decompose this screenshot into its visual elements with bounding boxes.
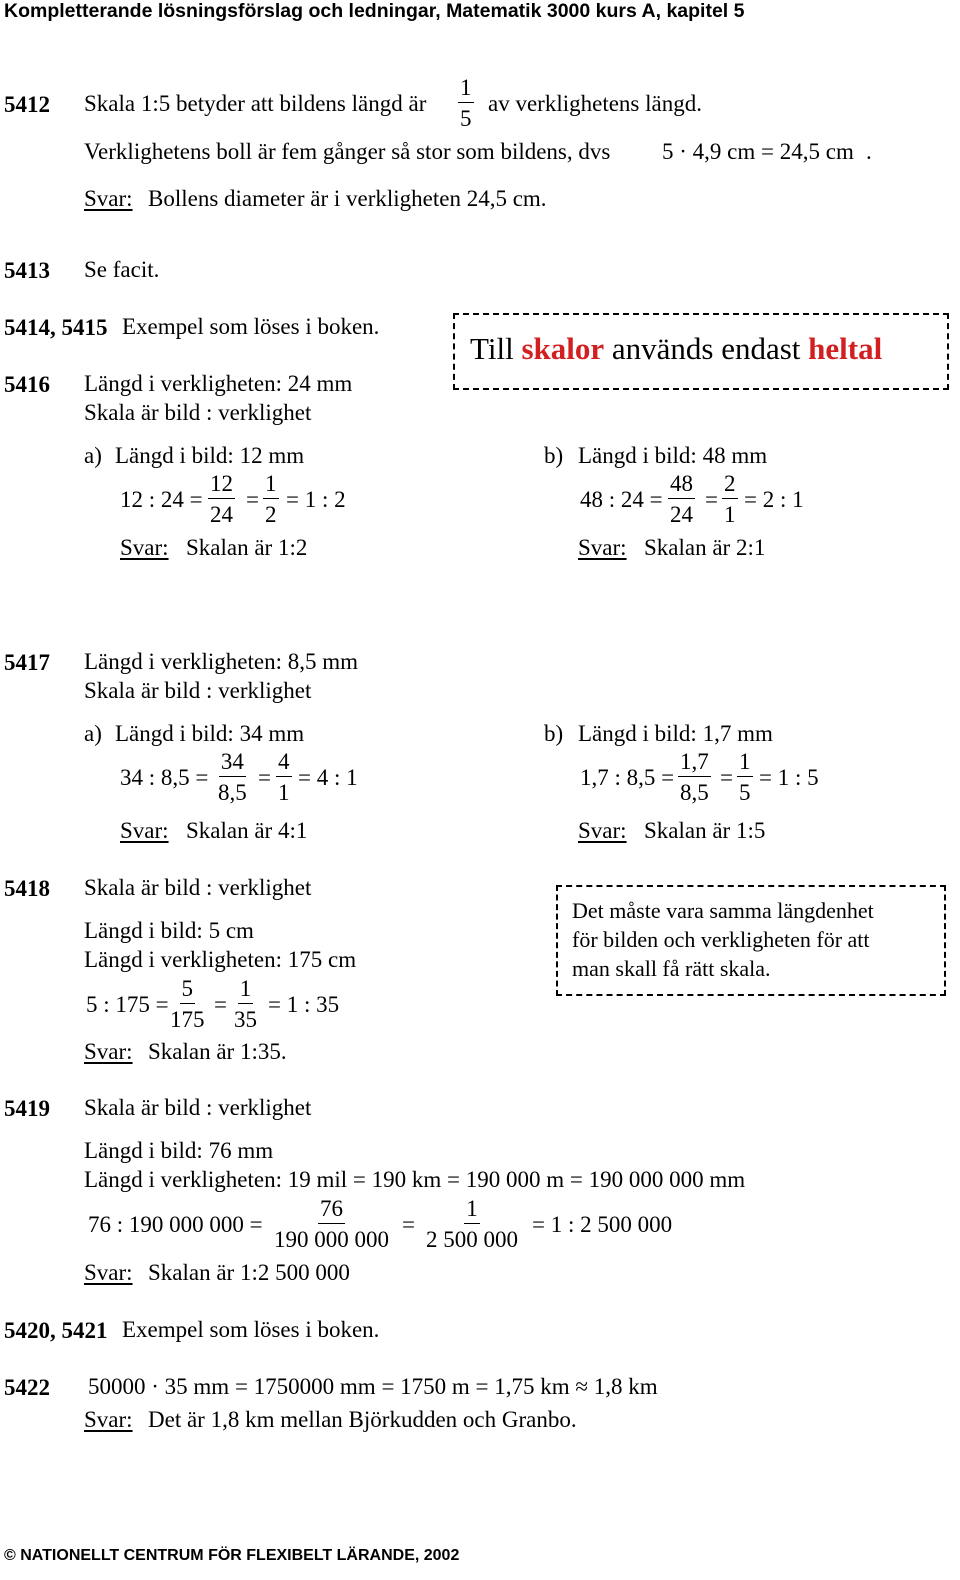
denominator: 1 [724,502,736,527]
math-lhs: 1,7 : 8,5 = [580,765,675,790]
equals-sign: = [720,765,733,790]
part-label: a) [84,443,102,468]
denominator: 5 [460,106,472,131]
svar-label: Svar: [120,818,169,843]
denominator: 2 500 000 [426,1227,518,1252]
text-line: Längd i bild: 1,7 mm [578,721,773,746]
tip-highlight: skalor [521,331,605,366]
text-line: av verklighetens längd. [488,91,702,116]
equals-sign: = [705,487,718,512]
equals-sign: = [246,487,259,512]
fraction [168,977,207,1031]
part-label: a) [84,721,102,746]
numerator: 1 [737,750,753,777]
numerator: 1 [464,1197,480,1224]
text-line: Längd i bild: 48 mm [578,443,768,468]
text-line: Längd i verkligheten: 19 mil = 190 km = 190 000 m = 190 000 000 mm [84,1167,746,1192]
math-expression: 5 · 4,9 cm = 24,5 cm [662,139,854,164]
text-line: Skala är bild : verklighet [84,1095,312,1120]
math-rhs: = 1 : 35 [268,992,340,1017]
tip-text [470,333,882,364]
svar-label: Svar: [84,1260,133,1285]
problem-number: 5418 [4,876,50,901]
part-label: b) [544,443,564,468]
text-line: Se facit. [84,257,160,282]
svar-text: Skalan är 1:2 [186,535,308,560]
svar-label: Svar: [84,186,133,211]
math-rhs: = 4 : 1 [298,765,358,790]
text-line: Skala är bild : verklighet [84,875,312,900]
fraction [208,472,235,526]
svar-label: Svar: [84,1407,133,1432]
denominator: 1 [278,780,290,805]
numerator: 1,7 [678,750,711,777]
svar-label: Svar: [578,818,627,843]
denominator: 24 [210,502,233,527]
numerator: 1 [458,76,474,103]
denominator: 2 [265,502,277,527]
part-label: b) [544,721,564,746]
math-expression: 50000 · 35 mm = 1750000 mm = 1750 m = 1,75 km ≈ 1,8 km [88,1374,658,1399]
denominator: 175 [170,1007,205,1032]
fraction [668,472,695,526]
text-line: Längd i bild: 34 mm [115,721,305,746]
numerator: 1 [263,472,279,499]
svar-label: Svar: [84,1039,133,1064]
note-line: för bilden och verkligheten för att [572,927,870,952]
fraction [424,1197,520,1251]
problem-number: 5412 [4,92,50,117]
fraction [216,750,249,804]
fraction [272,1197,391,1251]
numerator: 1 [238,977,254,1004]
numerator: 4 [276,750,292,777]
denominator: 8,5 [680,780,709,805]
text-line: Längd i verkligheten: 175 cm [84,947,357,972]
note-box [556,885,946,996]
tip-highlight: heltal [808,331,883,366]
text-line: Längd i bild: 12 mm [115,443,305,468]
page-header: Kompletterande lösningsförslag och ledningar, Matematik 3000 kurs A, kapitel 5 [4,0,745,22]
numerator: 34 [219,750,246,777]
denominator: 5 [739,780,751,805]
fraction [232,977,259,1031]
text-line: Skala är bild : verklighet [84,678,312,703]
problem-number: 5417 [4,650,50,675]
text-line: Exempel som löses i boken. [122,1317,380,1342]
note-line: man skall få rätt skala. [572,956,771,981]
math-rhs: = 2 : 1 [744,487,804,512]
denominator: 24 [670,502,693,527]
text-line: Skala 1:5 betyder att bildens längd är [84,91,427,116]
text-line: Längd i bild: 5 cm [84,918,254,943]
denominator: 35 [234,1007,257,1032]
fraction [263,472,279,526]
numerator: 2 [722,472,738,499]
text-line: Längd i verkligheten: 8,5 mm [84,649,359,674]
fraction [722,472,738,526]
math-lhs: 5 : 175 = [86,992,169,1017]
equals-sign: = [214,992,227,1017]
text-line: Exempel som löses i boken. [122,314,380,339]
tip-box [453,313,949,390]
fraction [458,76,474,130]
svar-text: Bollens diameter är i verkligheten 24,5 cm. [148,186,547,211]
problem-number: 5416 [4,372,50,397]
denominator: 8,5 [218,780,247,805]
svar-text: Skalan är 4:1 [186,818,308,843]
svar-label: Svar: [578,535,627,560]
math-lhs: 48 : 24 = [580,487,663,512]
math-rhs: = 1 : 2 500 000 [532,1212,673,1237]
fraction [678,750,711,804]
math-rhs: = 1 : 5 [759,765,819,790]
text-line: Skala är bild : verklighet [84,400,312,425]
tip-text-part: Till [470,331,514,366]
svar-text: Skalan är 2:1 [644,535,766,560]
footer-copyright: © NATIONELLT CENTRUM FÖR FLEXIBELT LÄRANDE, 2002 [4,1547,460,1564]
equals-sign: = [402,1212,415,1237]
text-line: Längd i bild: 76 mm [84,1138,274,1163]
numerator: 48 [668,472,695,499]
svar-text: Skalan är 1:35. [148,1039,287,1064]
math-lhs: 76 : 190 000 000 = [88,1212,263,1237]
equals-sign: = [258,765,271,790]
problem-number: 5420, 5421 [4,1318,108,1343]
text-line: Verklighetens boll är fem gånger så stor som bildens, dvs [84,139,611,164]
math-rhs: = 1 : 2 [286,487,346,512]
math-lhs: 12 : 24 = [120,487,203,512]
svar-text: Det är 1,8 km mellan Björkudden och Granbo. [148,1407,577,1432]
numerator: 76 [318,1197,345,1224]
problem-number: 5413 [4,258,50,283]
problem-number: 5419 [4,1096,50,1121]
problem-number: 5422 [4,1375,50,1400]
fraction [276,750,292,804]
svar-text: Skalan är 1:2 500 000 [148,1260,350,1285]
numerator: 12 [208,472,235,499]
denominator: 190 000 000 [274,1227,389,1252]
problem-number: 5414, 5415 [4,315,108,340]
tip-text-part: används endast [611,331,801,366]
fraction [737,750,753,804]
text-line: . [866,139,872,164]
text-line: Längd i verkligheten: 24 mm [84,371,353,396]
math-lhs: 34 : 8,5 = [120,765,209,790]
svar-label: Svar: [120,535,169,560]
note-line: Det måste vara samma längdenhet [572,898,874,923]
svar-text: Skalan är 1:5 [644,818,766,843]
numerator: 5 [180,977,196,1004]
